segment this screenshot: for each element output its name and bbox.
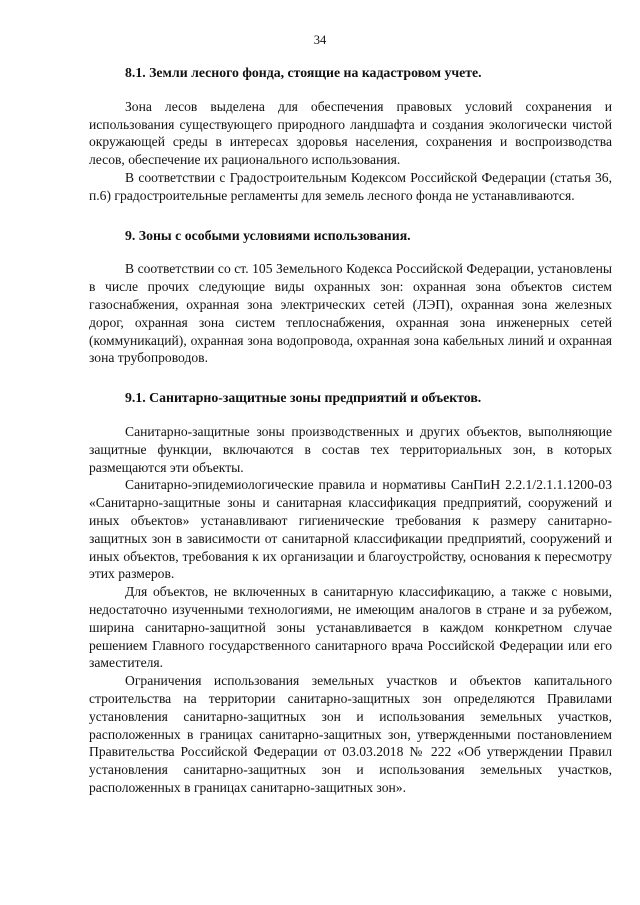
paragraph: Для объектов, не включенных в санитарную классификацию, а также с новыми, недостаточно изученными технологиями, не имеющим аналогов в стране и за рубежом, ширина санитарно-защитной зоны устанавливается в каждом конкретном случае решением Главного государственного санитарного врача Российской Федерации или его заместителя. [89,584,612,671]
section-heading: 9. Зоны с особыми условиями использования. [125,227,411,243]
paragraph: Санитарно-защитные зоны производственных и других объектов, выполняющие защитные функции, включаются в состав тех территориальных зон, в которых размещаются эти объекты. [89,423,612,475]
paragraph: Зона лесов выделена для обеспечения правовых условий сохранения и использования существующего природного ландшафта и создания экологически чистой окружающей среды в интересах здоровья населения, сохранения и воспроизводства лесов, обеспечение их рационального использования. [89,98,612,168]
paragraph: В соответствии со ст. 105 Земельного Кодекса Российской Федерации, установлены в числе прочих следующие виды охранных зон: охранная зона объектов систем газоснабжения, охранная зона электрических сетей (ЛЭП), охранная зона железных дорог, охранная зона систем теплоснабжения, охранная зона инженерных сетей (коммуникаций), охранная зона водопровода, охранная зона кабельных линий и охранная зона трубопроводов. [89,261,612,366]
section-9-1 [89,389,612,797]
section-heading: 8.1. Земли лесного фонда, стоящие на кадастровом учете. [125,65,482,80]
section-heading: 9.1. Санитарно-защитные зоны предприятий и объектов. [125,390,482,406]
document-body [89,64,612,797]
section-8-1 [89,64,612,205]
paragraph: Санитарно-эпидемиологические правила и нормативы СанПиН 2.2.1/2.1.1.1200-03 «Санитарно-защитные зоны и санитарная классификация предприятий, сооружений и иных объектов» устанавливают гигиенические требования к размеру санитарно-защитных зон в зависимости от санитарной классификации предприятий, сооружений и иных объектов, требования к их организации и благоустройству, основания к пересмотру этих размеров. [89,477,612,582]
section-9 [89,227,612,368]
paragraph: Ограничения использования земельных участков и объектов капитального строительства на территории санитарно-защитных зон определяются Правилами установления санитарно-защитных зон и использования земельных участков, расположенных в границах санитарно-защитных зон, утвержденными постановлением Правительства Российской Федерации от 03.03.2018 № 222 «Об утверждении Правил установления санитарно-защитных зон и использования земельных участков, расположенных в границах санитарно-защитных зон». [89,673,612,795]
paragraph: В соответствии с Градостроительным Кодексом Российской Федерации (статья 36, п.6) градостроительные регламенты для земель лесного фонда не устанавливаются. [89,169,612,203]
page-number: 34 [313,33,327,47]
